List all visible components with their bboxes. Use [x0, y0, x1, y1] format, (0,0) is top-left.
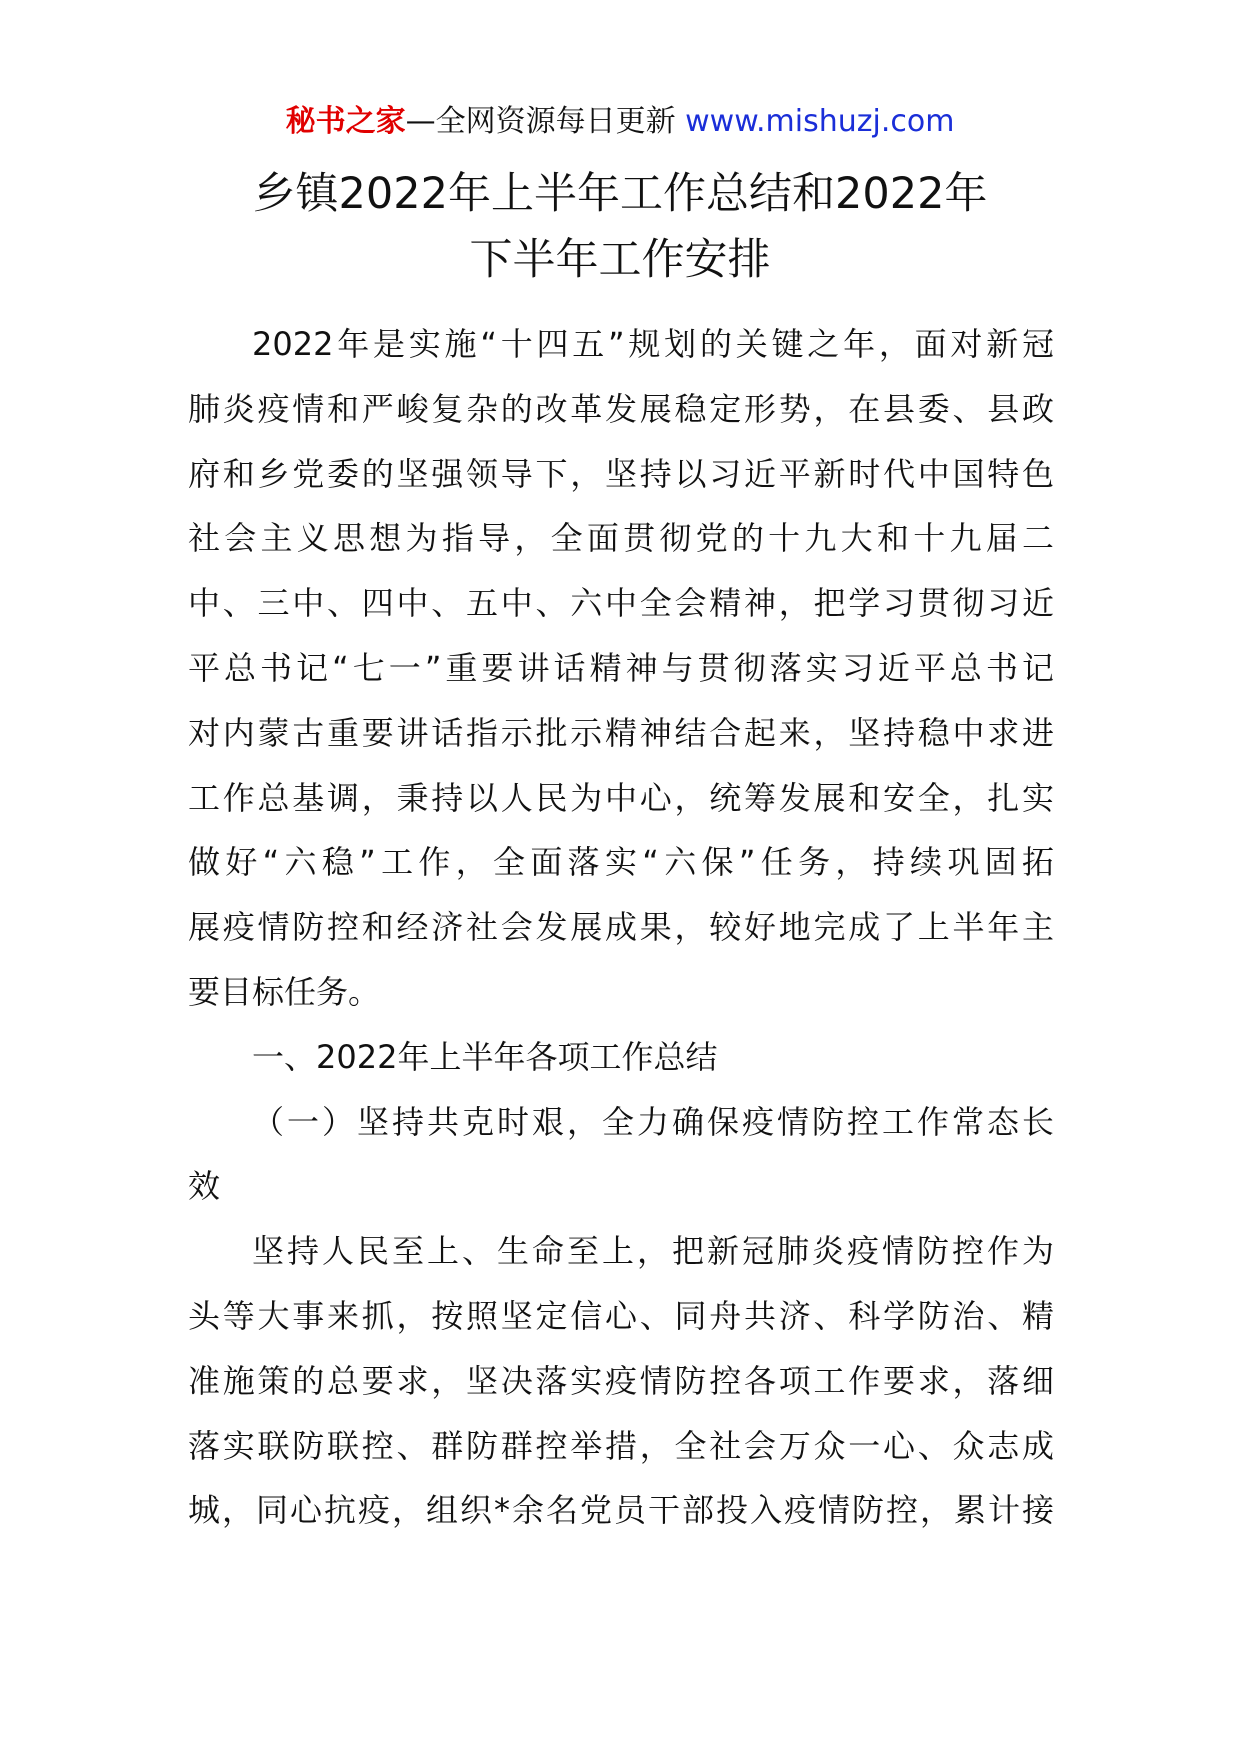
document-title-line-1: 乡镇2022年上半年工作总结和2022年 [252, 169, 988, 219]
body-line: 平总书记“七一”重要讲话精神与贯彻落实习近平总书记 [188, 648, 1054, 687]
body-line: 中、三中、四中、五中、六中全会精神，把学习贯彻习近 [188, 584, 1054, 623]
body-line: 肺炎疫情和严峻复杂的改革发展稳定形势，在县委、县政 [188, 389, 1054, 428]
subsection-heading-continued: 效 [188, 1167, 221, 1206]
body-line: 头等大事来抓，按照坚定信心、同舟共济、科学防治、精 [188, 1296, 1054, 1335]
body-line: 2022年是实施“十四五”规划的关键之年，面对新冠 [252, 325, 1054, 363]
section-heading: 一、2022年上半年各项工作总结 [252, 1037, 718, 1076]
body-line: 展疫情防控和经济社会发展成果，较好地完成了上半年主 [188, 908, 1054, 947]
body-line: 对内蒙古重要讲话指示批示精神结合起来，坚持稳中求进 [188, 713, 1054, 752]
document-title-line-2: 下半年工作安排 [469, 235, 771, 285]
body-line: 坚持人民至上、生命至上，把新冠肺炎疫情防控作为 [252, 1232, 1054, 1271]
brand-name: 秘书之家 [285, 104, 406, 139]
site-url-link[interactable]: www.mishuzj.com [685, 104, 955, 139]
site-header [0, 102, 1240, 142]
body-line: 做好“六稳”工作，全面落实“六保”任务，持续巩固拓 [188, 843, 1054, 882]
body-line: 城，同心抗疫，组织*余名党员干部投入疫情防控，累计接 [188, 1491, 1054, 1530]
body-line: 社会主义思想为指导，全面贯彻党的十九大和十九届二 [188, 519, 1054, 558]
body-line: 府和乡党委的坚强领导下，坚持以习近平新时代中国特色 [188, 454, 1054, 493]
body-line: 要目标任务。 [188, 972, 381, 1011]
body-line: 工作总基调，秉持以人民为中心，统筹发展和安全，扎实 [188, 778, 1054, 817]
header-tagline: —全网资源每日更新 [405, 104, 686, 139]
intro-paragraph [188, 312, 1054, 1543]
subsection-heading: （一）坚持共克时艰，全力确保疫情防控工作常态长 [252, 1102, 1054, 1141]
body-line: 落实联防联控、群防群控举措，全社会万众一心、众志成 [188, 1426, 1054, 1465]
body-line: 准施策的总要求，坚决落实疫情防控各项工作要求，落细 [188, 1361, 1054, 1400]
